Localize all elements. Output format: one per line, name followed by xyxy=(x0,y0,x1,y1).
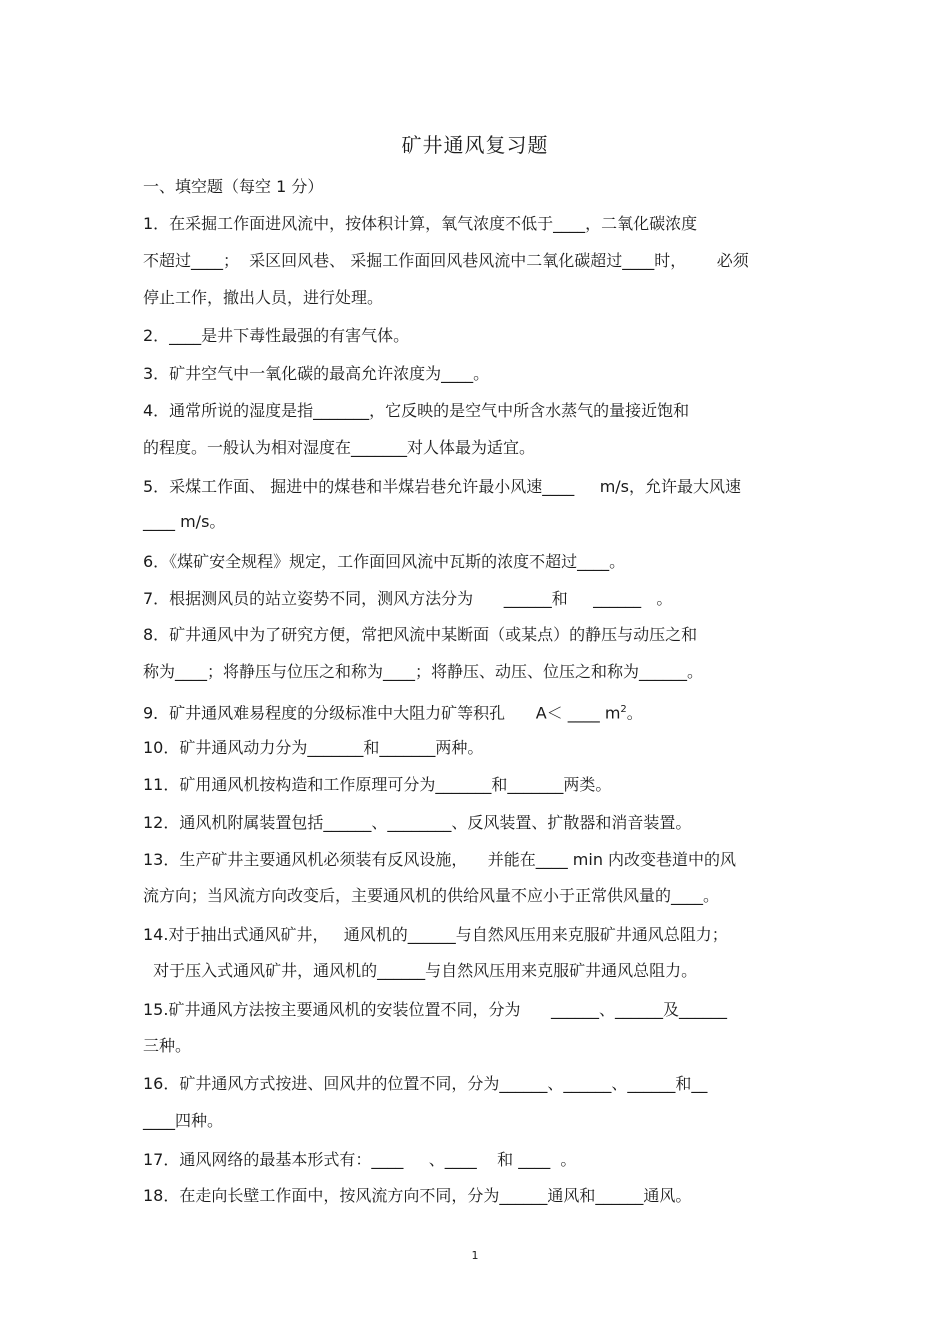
question-5-line-1: 5．采煤工作面、 掘进中的煤巷和半煤岩巷允许最小风速____ m/s，允许最大风速 xyxy=(143,477,742,496)
question-9 xyxy=(143,699,643,724)
question-2: 2．____是井下毒性最强的有害气体。 xyxy=(143,326,410,345)
question-9-superscript: 2 xyxy=(620,704,627,715)
section-heading: 一、填空题（每空 1 分） xyxy=(143,177,324,196)
question-3: 3．矿井空气中一氧化碳的最高允许浓度为____。 xyxy=(143,364,490,383)
question-14-line-1: 14.对于抽出式通风矿井， 通风机的______与自然风压用来克服矿井通风总阻力； xyxy=(143,925,728,944)
question-8-line-1: 8．矿井通风中为了研究方便，常把风流中某断面（或某点）的静压与动压之和 xyxy=(143,625,698,644)
question-1-line-1: 1．在采掘工作面进风流中，按体积计算，氧气浓度不低于____，二氧化碳浓度 xyxy=(143,214,698,233)
question-10: 10．矿井通风动力分为_______和_______两种。 xyxy=(143,738,484,757)
question-16-line-2: ____四种。 xyxy=(143,1111,224,1130)
question-8-line-2: 称为____；将静压与位压之和称为____；将静压、动压、位压之和称为______。 xyxy=(143,662,704,681)
question-1-line-3: 停止工作，撤出人员，进行处理。 xyxy=(143,288,384,307)
question-1-line-2: 不超过____； 采区回风巷、 采掘工作面回风巷风流中二氧化碳超过____时， 必须 xyxy=(143,251,749,270)
question-12: 12．通风机附属装置包括______、________、反风装置、扩散器和消音装置。 xyxy=(143,813,692,832)
question-7: 7．根据测风员的站立姿势不同，测风方法分为 ______和 ______ 。 xyxy=(143,589,673,608)
question-14-line-2: 对于压入式通风矿井，通风机的______与自然风压用来克服矿井通风总阻力。 xyxy=(143,961,698,980)
question-15-line-2: 三种。 xyxy=(143,1036,192,1055)
question-15-line-1: 15.矿井通风方法按主要通风机的安装位置不同，分为 ______、______及______ xyxy=(143,1000,727,1019)
question-4-line-2: 的程度。一般认为相对湿度在_______对人体最为适宜。 xyxy=(143,438,536,457)
question-13-line-1: 13．生产矿井主要通风机必须装有反风设施， 并能在____ min 内改变巷道中的风 xyxy=(143,850,737,869)
question-9-text: 9．矿井通风难易程度的分级标准中大阻力矿等积孔 A＜ ____ m xyxy=(143,703,621,723)
question-17: 17．通风网络的最基本形式有：____ 、____ 和 ____ 。 xyxy=(143,1150,577,1169)
question-4-line-1: 4．通常所说的湿度是指_______，它反映的是空气中所含水蒸气的量接近饱和 xyxy=(143,401,690,420)
question-13-line-2: 流方向；当风流方向改变后，主要通风机的供给风量不应小于正常供风量的____。 xyxy=(143,886,720,905)
question-16-line-1: 16．矿井通风方式按进、回风井的位置不同，分为______、______、______和__ xyxy=(143,1074,708,1093)
question-9-end: 。 xyxy=(626,703,643,723)
question-11: 11．矿用通风机按构造和工作原理可分为_______和_______两类。 xyxy=(143,775,612,794)
document-title: 矿井通风复习题 xyxy=(401,133,549,157)
question-18: 18．在走向长壁工作面中，按风流方向不同，分为______通风和______通风。 xyxy=(143,1186,692,1205)
question-6: 6．《煤矿安全规程》规定，工作面回风流中瓦斯的浓度不超过____。 xyxy=(143,552,626,571)
question-5-line-2: ____ m/s。 xyxy=(143,512,226,531)
page-number: 1 xyxy=(471,1249,479,1262)
